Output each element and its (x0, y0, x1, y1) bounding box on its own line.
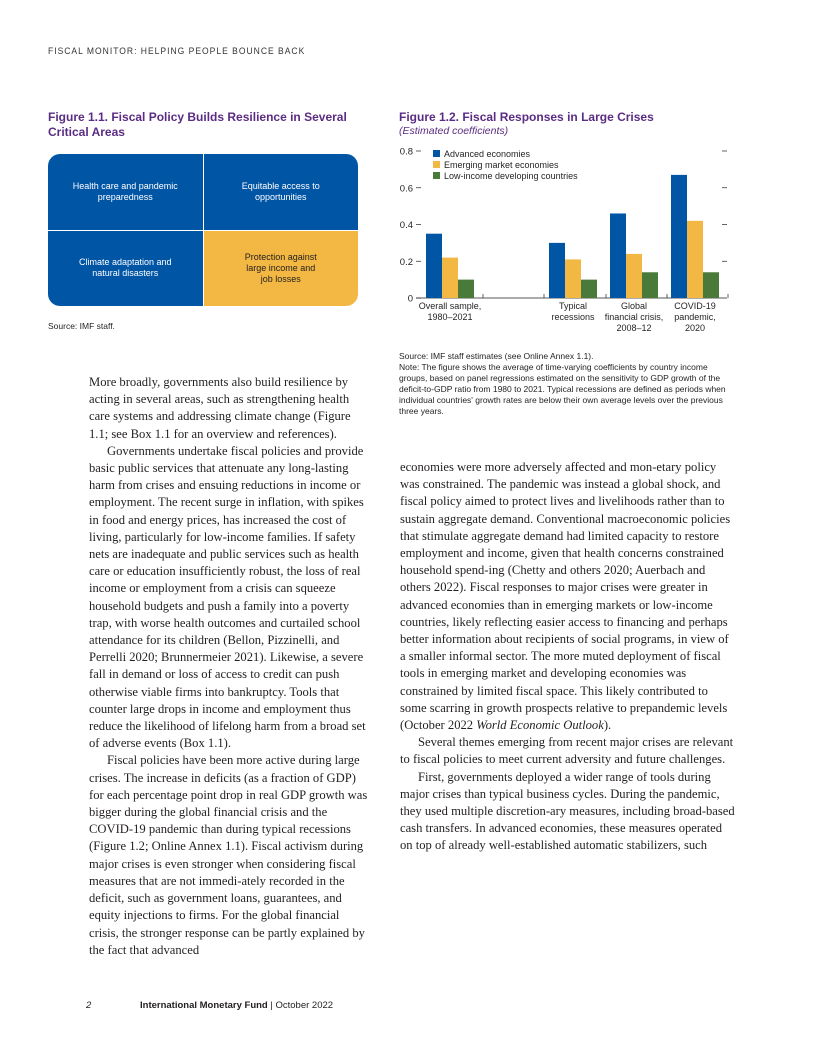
figure-1-2-subtitle: (Estimated coefficients) (399, 125, 509, 137)
legend-label: Advanced economies (444, 149, 531, 159)
matrix-cell-income-protection: Protection against large income and job losses (204, 231, 359, 307)
page-number: 2 (86, 1000, 92, 1011)
legend-swatch (433, 150, 440, 157)
publisher-name: International Monetary Fund (140, 1000, 268, 1011)
y-tick-label: 0.2 (399, 256, 413, 268)
bar (442, 258, 458, 298)
publication-date: October 2022 (275, 1000, 334, 1011)
legend-swatch (433, 172, 440, 179)
bar (426, 234, 442, 298)
x-tick-label: pandemic, (674, 312, 716, 322)
bar (671, 175, 687, 298)
bar-chart (395, 145, 740, 335)
x-tick-label: 2008–12 (616, 323, 652, 333)
x-tick-label: COVID-19 (674, 301, 716, 311)
figure-1-2-title-text: Figure 1.2. Fiscal Responses in Large Crises (399, 110, 654, 124)
paragraph-text: ). (603, 718, 612, 733)
bar (642, 272, 658, 298)
x-tick-label: 1980–2021 (427, 312, 473, 322)
y-tick-label: 0.8 (399, 146, 413, 158)
paragraph-text: economies were more adversely affected and mon-etary policy was constrained. The pandemic was instead a global shock, and fiscal policy aimed to protect lives and livelihoods rather than to sustain aggregate demand. Conventional macroeconomic policies that stimulate aggregate demand had limited capacity to restore employment and income, given that health concerns constrained household spend-ing (Chetty and others 2020; Auerbach and others 2022). Fiscal responses to major crises were greater in advanced economies than in emerging markets or low-income countries, likely reflecting easier access to financing and perhaps better information about recipients of social programs, in view of a smaller informal sector. The more muted deployment of fiscal tools in emerging market and developing economies was constrained by limited fiscal space. This likely contributed to some scarring in growth prospects relative to prepandemic levels (October 2022 (400, 460, 731, 733)
x-tick-label: 2020 (684, 323, 706, 333)
x-tick-label: recessions (551, 312, 595, 322)
x-tick-label: Overall sample, (418, 301, 482, 311)
x-tick-label: Global (620, 301, 648, 311)
running-head: FISCAL MONITOR: HELPING PEOPLE BOUNCE BACK (48, 46, 306, 57)
paragraph: Several themes emerging from recent major crises are relevant to fiscal policies to meet current adversity and future challenges. (400, 735, 734, 767)
matrix-cell-equitable-access: Equitable access to opportunities (204, 154, 359, 230)
legend-label: Emerging market economies (444, 160, 559, 170)
bar (626, 254, 642, 298)
body-column-left (89, 374, 369, 959)
figure-1-2-title (399, 110, 739, 137)
paragraph: First, governments deployed a wider range of tools during major crises than typical business cycles. During the pandemic, they used multiple discretion-ary measures, including broad-based cash transfers. In advanced economies, these measures operated on top of already well-established automatic stabilizers, such (400, 769, 735, 853)
figure-1-1-title: Figure 1.1. Fiscal Policy Builds Resilience in Several Critical Areas (48, 110, 347, 139)
resilience-matrix (48, 154, 358, 306)
bar (687, 221, 703, 298)
x-tick-label: Typical (558, 301, 588, 311)
bar (610, 213, 626, 298)
y-tick-label: 0 (407, 293, 413, 305)
y-tick-label: 0.6 (399, 183, 413, 195)
x-tick-label: financial crisis, (604, 312, 664, 322)
legend-swatch (433, 161, 440, 168)
y-tick-label: 0.4 (399, 220, 413, 231)
paragraph: More broadly, governments also build resilience by acting in several areas, such as strengthening health care systems and addressing climate change (Figure 1.1; see Box 1.1 for an overview and references). (89, 375, 351, 441)
legend-label: Low-income developing countries (444, 171, 578, 181)
footer-publisher (140, 1000, 333, 1011)
body-column-right (400, 459, 736, 855)
paragraph: Fiscal policies have been more active during large crises. The increase in deficits (as a fraction of GDP) for each percentage point drop in real GDP growth was bigger during the global financial crisis and the COVID-19 pandemic than during typical recessions (Figure 1.2; Online Annex 1.1). Fiscal activism during major crises is even stronger when considering fiscal measures that are not immedi-ately recorded in the deficit, such as government loans, guarantees, and equity injections to firms. For the global financial crisis, the stronger response can be partly explained by the fact that advanced (89, 753, 368, 957)
footer-separator: | (270, 1000, 273, 1011)
paragraph (400, 459, 736, 734)
paragraph: Governments undertake fiscal policies and provide basic public services that attenuate any long-lasting harm from crises and ensuing reductions in income or employment. The recent surge in inflation, with spikes in food and energy prices, has increased the cost of living, particularly for low-income families. If safety nets are inadequate and public services such as health care or education insufficiently robust, the loss of real income or employment from a crisis can squeeze household budgets and push a family into a poverty trap, with worse health outcomes and curtailed school attendance for its children (Bellon, Pizzinelli, and Perrelli 2020; Brunnermeier 2021). Likewise, a severe fall in demand or loss of access to credit can push otherwise viable firms into bankruptcy. Tools that counter large drops in income and employment thus reduce the likelihood of lifelong harm from a broad set of adverse events (Box 1.1). (89, 443, 366, 751)
figure-1-1-source: Source: IMF staff. (48, 321, 115, 331)
figure-1-2-source: Source: IMF staff estimates (see Online Annex 1.1). (399, 351, 594, 361)
matrix-cell-health: Health care and pandemic preparedness (48, 154, 203, 230)
matrix-cell-climate: Climate adaptation and natural disasters (48, 231, 203, 307)
bar (565, 259, 581, 298)
bar (458, 280, 474, 298)
bar (703, 272, 719, 298)
publication-title: World Economic Outlook (476, 718, 604, 733)
bar (581, 280, 597, 298)
bar (549, 243, 565, 298)
figure-1-2-note: Note: The figure shows the average of time-varying coefficients by country income groups, based on panel regressions estimated on the sensitivity to GDP growth of the deficit-to-GDP ratio from 1980 to 2021. Typical recessions are defined as periods when individual countries' growth rates are below their own average levels over the previous three years. (399, 362, 726, 416)
